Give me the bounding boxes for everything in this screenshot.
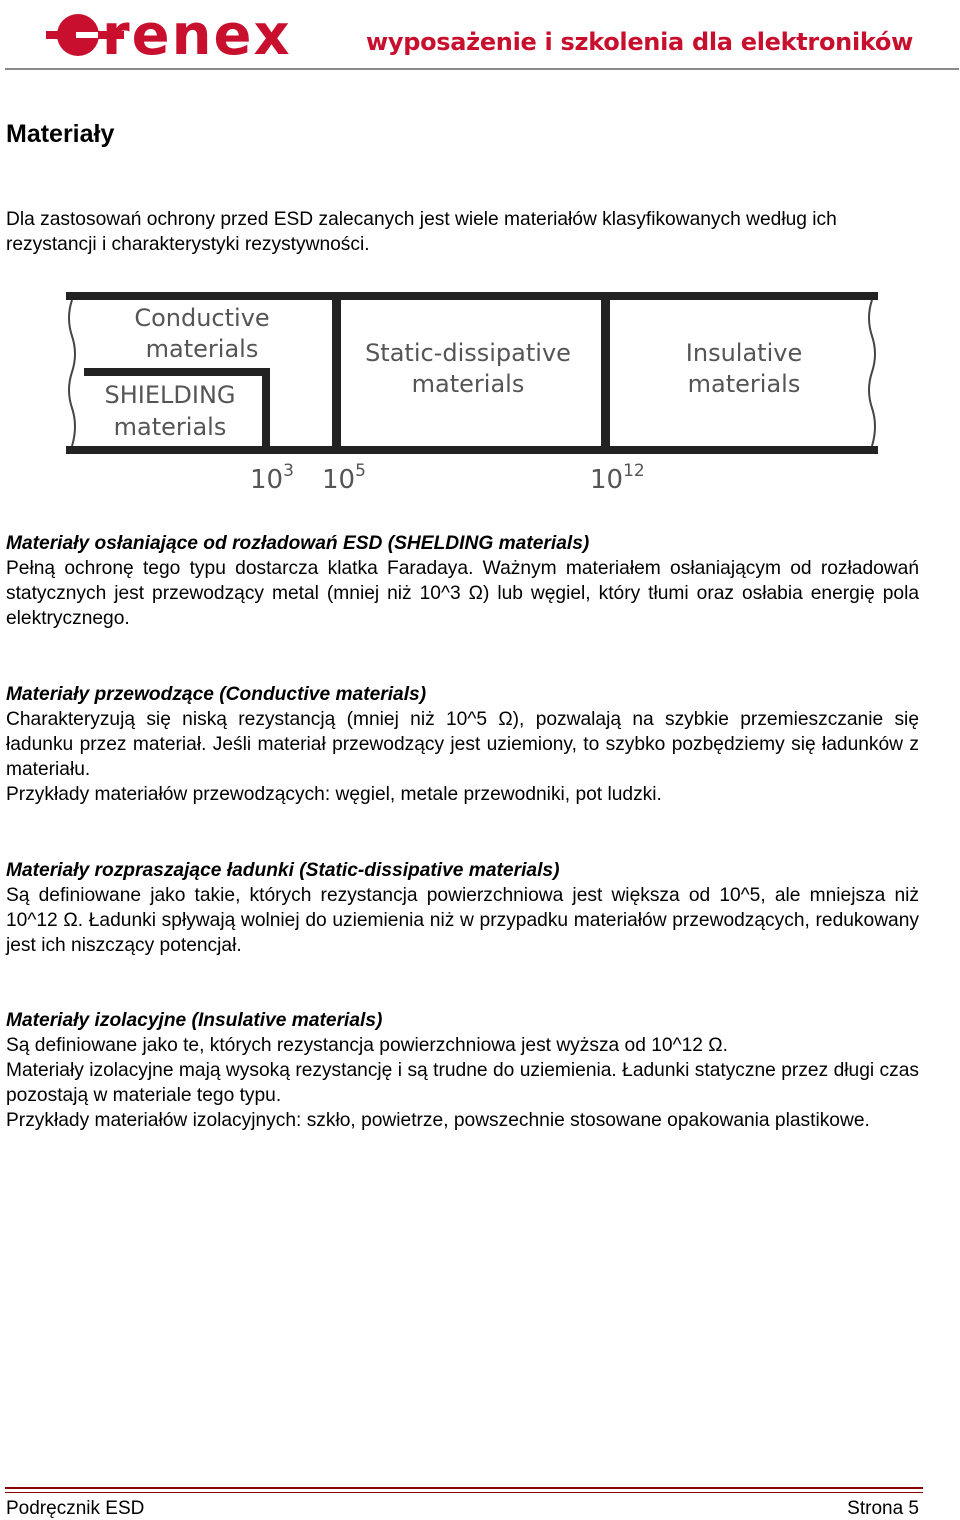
section-shielding xyxy=(6,531,919,631)
footer-document-title: Podręcznik ESD xyxy=(6,1498,145,1519)
tick-label-10e3: $10^3$ xyxy=(250,461,294,495)
page-title: Materiały xyxy=(6,120,115,148)
resistance-scale-diagram xyxy=(60,290,890,500)
intro-paragraph: Dla zastosowań ochrony przed ESD zalecanych jest wiele materiałów klasyfikowanych według ich rezystancji i charakterystyki rezystywności. xyxy=(6,209,837,255)
conductive-label-2: materials xyxy=(145,335,259,363)
footer-page-number: Strona 5 xyxy=(847,1498,919,1519)
static-dissipative-label: Static-dissipative xyxy=(365,339,571,367)
section-body: Charakteryzują się niską rezystancją (mniej niż 10^5 Ω), pozwalają na szybkie przemieszczanie się ładunku przez materiał. Jeśli materiał przewodzący jest uziemiony, to szybko pozbędziemy się ładunków z materiału. xyxy=(6,709,919,780)
header-divider xyxy=(5,68,959,70)
footer-divider-thin xyxy=(5,1492,923,1493)
section-heading: Materiały rozpraszające ładunki (Static-dissipative materials) xyxy=(6,860,560,881)
shielding-label-2: materials xyxy=(113,413,227,441)
static-dissipative-label-2: materials xyxy=(411,370,525,398)
section-static-dissipative xyxy=(6,858,919,958)
renex-logo xyxy=(46,8,356,60)
tick-label-10e12: $10^{12}$ xyxy=(590,461,645,495)
section-heading: Materiały izolacyjne (Insulative materials) xyxy=(6,1010,383,1031)
insulative-label: Insulative xyxy=(685,339,803,367)
section-body: Pełną ochronę tego typu dostarcza klatka Faradaya. Ważnym materiałem osłaniającym od rozładowań statycznych jest przewodzący metal (mniej niż 10^3 Ω) lub węgiel, który tłumi oraz osłabia energię pola elektrycznego. xyxy=(6,558,919,629)
section-body: Są definiowane jako takie, których rezystancja powierzchniowa jest większa od 10^5, ale mniejsza niż 10^12 Ω. Ładunki spływają wolniej do uziemienia niż w przypadku materiałów przewodzących, redukowany jest ich niszczący potencjał. xyxy=(6,885,919,956)
section-body-2: Materiały izolacyjne mają wysoką rezystancję i są trudne do uziemienia. Ładunki statyczne przez długi czas pozostają w materiale tego typu. xyxy=(6,1060,919,1106)
footer-divider xyxy=(5,1487,923,1489)
section-conductive xyxy=(6,682,919,807)
section-body: Są definiowane jako te, których rezystancja powierzchniowa jest wyższa od 10^12 Ω. xyxy=(6,1035,728,1056)
section-body-examples: Przykłady materiałów przewodzących: węgiel, metale przewodniki, pot ludzki. xyxy=(6,784,662,805)
section-heading: Materiały przewodzące (Conductive materials) xyxy=(6,684,427,705)
shielding-label: SHIELDING xyxy=(104,381,236,409)
page-header xyxy=(0,0,960,72)
tick-label-10e5: $10^5$ xyxy=(322,461,366,495)
conductive-label: Conductive xyxy=(134,304,270,332)
insulative-label-2: materials xyxy=(687,370,801,398)
section-body-examples: Przykłady materiałów izolacyjnych: szkło, powietrze, powszechnie stosowane opakowania plastikowe. xyxy=(6,1110,870,1131)
tagline: wyposażenie i szkolenia dla elektroników xyxy=(366,28,913,56)
logo-text: renex xyxy=(102,8,292,60)
section-heading: Materiały osłaniające od rozładowań ESD (SHELDING materials) xyxy=(6,533,590,554)
section-insulative xyxy=(6,1008,919,1133)
